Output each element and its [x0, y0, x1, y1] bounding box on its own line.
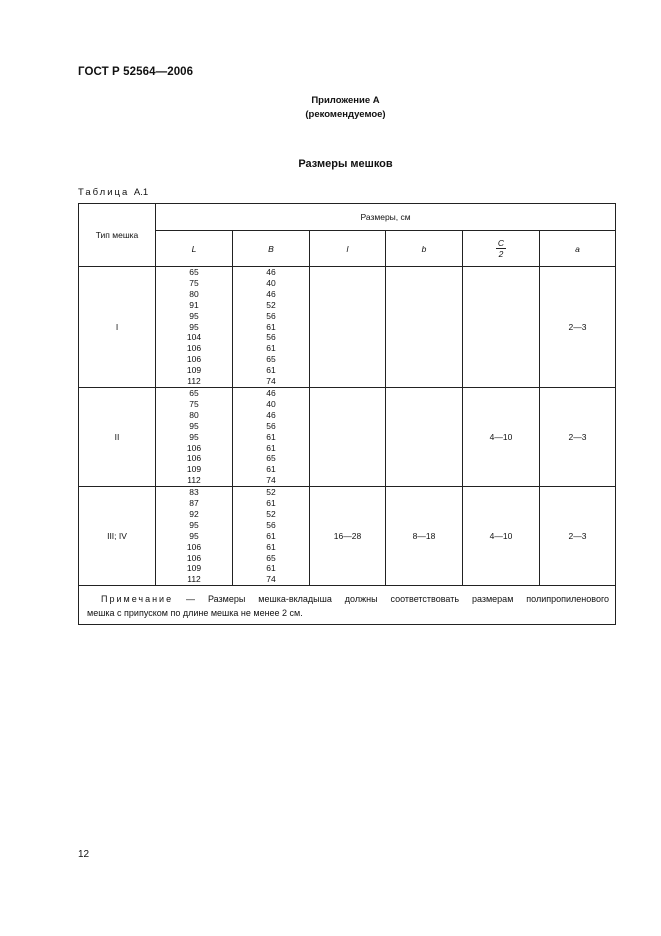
note-line-2: мешка с припуском по длине мешка не менее 2 см. — [87, 608, 303, 619]
header-B: B — [233, 231, 310, 267]
cell-value: 83 — [189, 487, 199, 498]
cell-value: 95 — [189, 519, 199, 530]
cell-value: 61 — [266, 343, 276, 354]
cell-value: 61 — [266, 541, 276, 552]
cell-value: 56 — [266, 310, 276, 321]
sizes-table — [78, 203, 616, 625]
document-code: ГОСТ Р 52564—2006 — [78, 66, 194, 78]
cell-value: 61 — [266, 442, 276, 453]
value-b: 8—18 — [386, 487, 463, 586]
cell-value: 61 — [266, 365, 276, 376]
note-text-1: — Размеры мешка-вкладыша должны соответствовать размерам полипропиленового — [173, 594, 610, 605]
cell-value: 109 — [186, 464, 202, 475]
cell-value: 65 — [266, 552, 276, 563]
cell-value: 65 — [189, 387, 199, 398]
cell-value: 87 — [189, 498, 199, 509]
value-b — [386, 387, 463, 486]
page-number: 12 — [78, 849, 90, 860]
cell-value: 95 — [189, 310, 199, 321]
cell-value: 61 — [266, 431, 276, 442]
table-row — [79, 487, 616, 586]
value-a: 2—3 — [540, 387, 616, 486]
cell-value: 74 — [266, 376, 276, 387]
table-note — [79, 586, 616, 625]
cell-value: 112 — [187, 376, 201, 387]
cell-value: 106 — [186, 541, 202, 552]
appendix-title: Приложение А — [311, 95, 380, 106]
cell-value: 95 — [189, 431, 199, 442]
cell-value: 46 — [266, 409, 276, 420]
values-L — [156, 267, 233, 388]
note-row — [79, 586, 616, 625]
cell-value: 61 — [266, 498, 276, 509]
cell-value: 106 — [186, 453, 202, 464]
fraction-c-over-2 — [496, 238, 506, 259]
values-B — [233, 267, 310, 388]
cell-value: 104 — [186, 332, 202, 343]
cell-value: 112 — [187, 574, 201, 585]
value-a: 2—3 — [540, 487, 616, 586]
cell-value: 106 — [186, 343, 202, 354]
row-type: III; IV — [79, 487, 156, 586]
value-c-half: 4—10 — [463, 487, 540, 586]
cell-value: 75 — [189, 398, 199, 409]
cell-value: 61 — [266, 464, 276, 475]
cell-value: 46 — [266, 288, 276, 299]
section-title: Размеры мешков — [298, 158, 393, 170]
values-B — [233, 387, 310, 486]
table-caption-number: А.1 — [133, 187, 149, 198]
value-c-half: 4—10 — [463, 387, 540, 486]
header-L: L — [156, 231, 233, 267]
values-L — [156, 487, 233, 586]
cell-value: 46 — [266, 387, 276, 398]
cell-value: 106 — [186, 354, 202, 365]
cell-value: 109 — [186, 365, 202, 376]
cell-value: 92 — [189, 508, 199, 519]
cell-value: 56 — [266, 420, 276, 431]
cell-value: 95 — [189, 420, 199, 431]
value-c-half — [463, 267, 540, 388]
values-B — [233, 487, 310, 586]
cell-value: 61 — [266, 321, 276, 332]
fraction-denominator: 2 — [498, 249, 504, 260]
value-l: 16—28 — [310, 487, 386, 586]
cell-value: 109 — [186, 563, 202, 574]
cell-value: 56 — [266, 332, 276, 343]
header-type: Тип мешка — [79, 204, 156, 267]
cell-value: 80 — [189, 409, 199, 420]
header-dimensions: Размеры, см — [156, 204, 616, 231]
appendix-subtitle: (рекомендуемое) — [305, 109, 386, 120]
row-type: II — [79, 387, 156, 486]
cell-value: 91 — [189, 299, 199, 310]
values-L — [156, 387, 233, 486]
cell-value: 52 — [266, 508, 276, 519]
table-caption-word: Таблица — [78, 187, 130, 198]
header-a: a — [540, 231, 616, 267]
fraction-numerator: C — [497, 238, 505, 249]
table-row — [79, 387, 616, 486]
cell-value: 74 — [266, 475, 276, 486]
value-a: 2—3 — [540, 267, 616, 388]
cell-value: 95 — [189, 530, 199, 541]
header-c-half — [463, 231, 540, 267]
cell-value: 112 — [187, 475, 201, 486]
cell-value: 75 — [189, 277, 199, 288]
cell-value: 106 — [186, 552, 202, 563]
cell-value: 106 — [186, 442, 202, 453]
header-l: l — [310, 231, 386, 267]
cell-value: 52 — [266, 299, 276, 310]
cell-value: 61 — [266, 530, 276, 541]
cell-value: 65 — [266, 354, 276, 365]
cell-value: 52 — [266, 487, 276, 498]
cell-value: 74 — [266, 574, 276, 585]
cell-value: 56 — [266, 519, 276, 530]
value-l — [310, 387, 386, 486]
row-type: I — [79, 267, 156, 388]
note-line-1 — [87, 592, 609, 606]
value-l — [310, 267, 386, 388]
note-label: Примечание — [101, 594, 174, 605]
value-b — [386, 267, 463, 388]
appendix-heading — [0, 94, 661, 122]
table-row — [79, 267, 616, 388]
cell-value: 40 — [266, 398, 276, 409]
cell-value: 65 — [189, 267, 199, 277]
cell-value: 61 — [266, 563, 276, 574]
header-b: b — [386, 231, 463, 267]
cell-value: 80 — [189, 288, 199, 299]
table-caption — [78, 187, 148, 198]
cell-value: 95 — [189, 321, 199, 332]
cell-value: 65 — [266, 453, 276, 464]
cell-value: 46 — [266, 267, 276, 277]
cell-value: 40 — [266, 277, 276, 288]
